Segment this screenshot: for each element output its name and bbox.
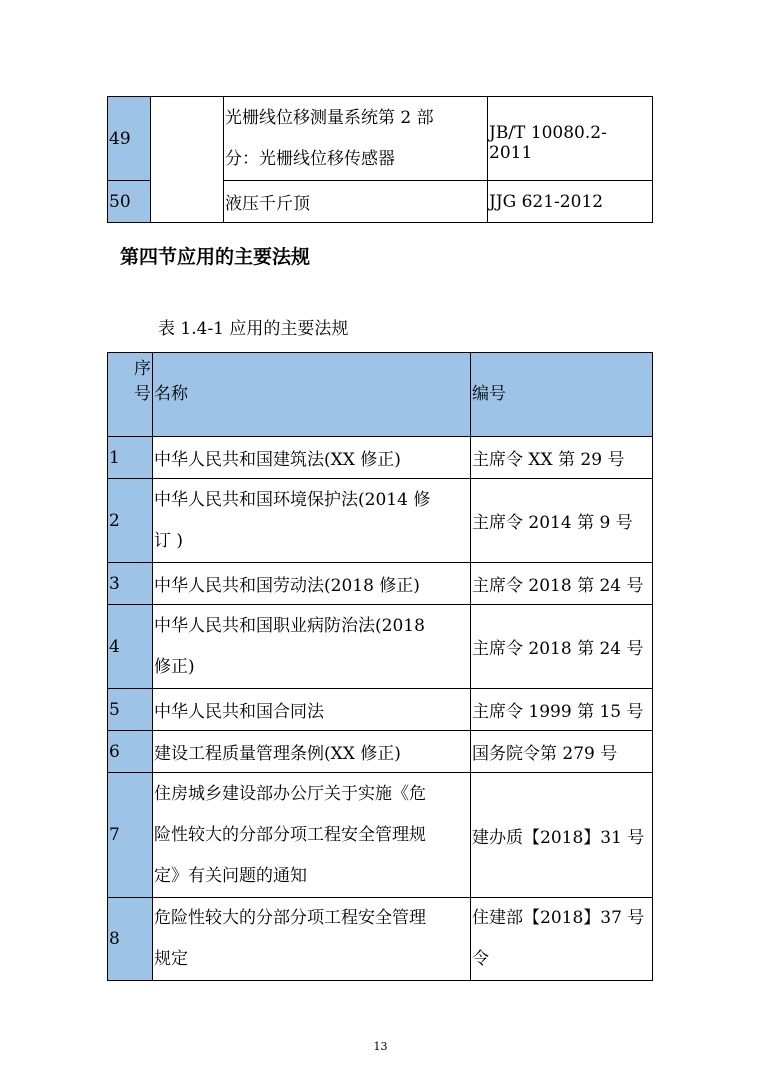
- row-code-line: 令: [472, 949, 489, 969]
- row-code: 主席令 2018 第 24 号: [471, 563, 653, 605]
- row-code: JJG 621-2012: [488, 181, 653, 223]
- row-name-line: 险性较大的分部分项工程安全管理规: [154, 824, 426, 845]
- row-name-line: 分：光栅线位移传感器: [225, 148, 395, 169]
- section-heading: 第四节应用的主要法规: [120, 246, 311, 268]
- standards-table-continued: [107, 96, 653, 223]
- row-seq: 5: [108, 689, 153, 731]
- table-row: [108, 898, 653, 981]
- header-code: 编号: [471, 353, 653, 437]
- row-name-line: 住房城乡建设部办公厅关于实施《危: [154, 783, 426, 804]
- row-name: 建设工程质量管理条例(XX 修正): [153, 731, 471, 773]
- header-seq-line: 序: [134, 359, 151, 379]
- table-header-row: [108, 353, 653, 437]
- category-cell: [151, 97, 224, 223]
- row-name-line: 中华人民共和国环境保护法(2014 修: [154, 489, 431, 510]
- table-row: [108, 731, 653, 773]
- row-name-line: 光栅线位移测量系统第 2 部: [225, 107, 434, 128]
- row-name-line: 规定: [154, 949, 188, 969]
- regulations-table: [107, 352, 653, 981]
- row-name-line: 定》有关问题的通知: [154, 865, 307, 886]
- row-code: [471, 898, 653, 981]
- row-code: 主席令 1999 第 15 号: [471, 689, 653, 731]
- row-seq: 1: [108, 437, 153, 479]
- header-name: 名称: [153, 353, 471, 437]
- row-seq: 6: [108, 731, 153, 773]
- row-seq: 50: [108, 181, 151, 223]
- row-code: 主席令 XX 第 29 号: [471, 437, 653, 479]
- table-row: [108, 97, 653, 181]
- row-code: JB/T 10080.2- 2011: [488, 97, 653, 181]
- row-name: [224, 97, 488, 181]
- row-name: 中华人民共和国劳动法(2018 修正): [153, 563, 471, 605]
- row-seq: 4: [108, 605, 153, 689]
- row-code: 主席令 2014 第 9 号: [471, 479, 653, 563]
- row-name-line: 中华人民共和国职业病防治法(2018: [154, 615, 425, 636]
- row-code-line: 住建部【2018】37 号: [472, 908, 645, 928]
- table-row: [108, 479, 653, 563]
- row-name-line: 修正): [154, 656, 195, 677]
- row-name: [153, 605, 471, 689]
- row-name: 中华人民共和国建筑法(XX 修正): [153, 437, 471, 479]
- page-number: 13: [373, 1040, 388, 1053]
- row-name-line: 危险性较大的分部分项工程安全管理: [154, 908, 426, 928]
- row-seq: 49: [108, 97, 151, 181]
- row-name: [153, 773, 471, 898]
- table-row: [108, 437, 653, 479]
- table-row: [108, 689, 653, 731]
- row-seq: 7: [108, 773, 153, 898]
- row-name: [153, 898, 471, 981]
- table-row: [108, 605, 653, 689]
- row-name: 液压千斤顶: [224, 181, 488, 223]
- table-row: [108, 773, 653, 898]
- header-seq: [108, 353, 153, 437]
- row-code: 国务院令第 279 号: [471, 731, 653, 773]
- table-caption: 表 1.4-1 应用的主要法规: [158, 319, 349, 339]
- row-name: 中华人民共和国合同法: [153, 689, 471, 731]
- row-seq: 3: [108, 563, 153, 605]
- row-name: [153, 479, 471, 563]
- header-seq-line: 号: [134, 384, 151, 404]
- row-name-line: 订 ): [154, 530, 184, 551]
- table-row: [108, 563, 653, 605]
- row-code: 主席令 2018 第 24 号: [471, 605, 653, 689]
- row-code: 建办质【2018】31 号: [471, 773, 653, 898]
- row-seq: 8: [108, 898, 153, 981]
- row-seq: 2: [108, 479, 153, 563]
